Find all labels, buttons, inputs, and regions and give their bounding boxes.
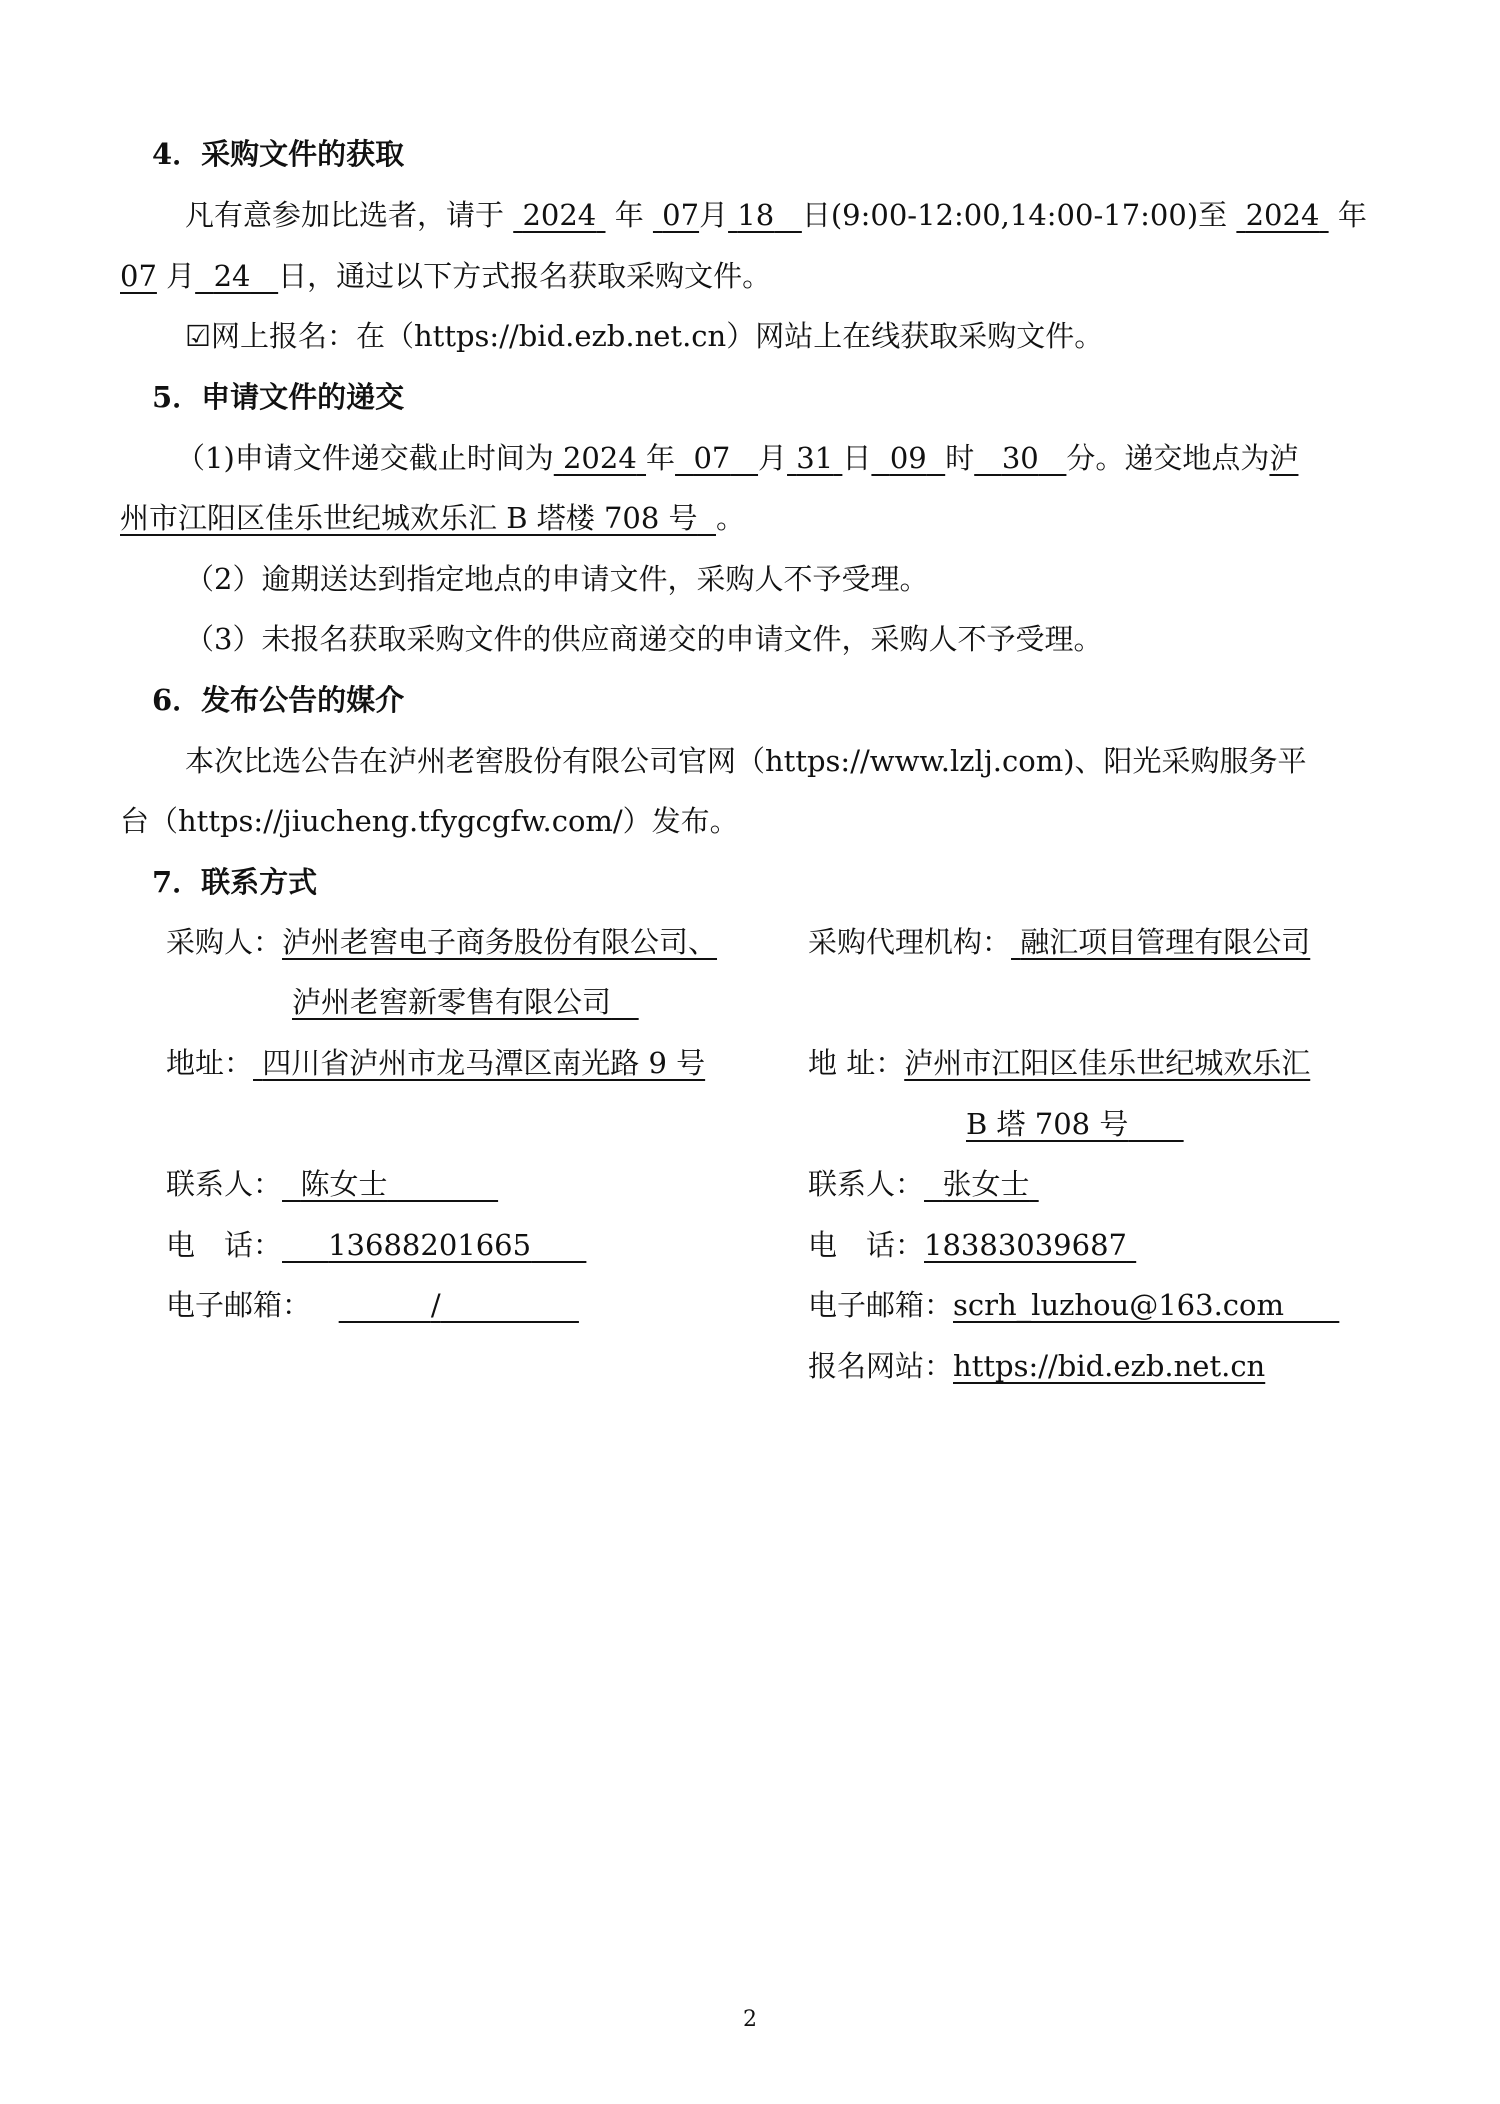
agent-contact [808, 1164, 1039, 1204]
section-4-paragraph-cont [120, 256, 1392, 296]
checkbox-checked-icon: ☑ [185, 319, 211, 353]
unregistered-note: （3）未报名获取采购文件的供应商递交的申请文件，采购人不予受理。 [185, 622, 1103, 656]
label: 地 址： [808, 1046, 905, 1080]
start-month: 07 [662, 198, 700, 232]
end-month: 07 [120, 259, 157, 293]
registration-link[interactable]: https://bid.ezb.net.cn [953, 1349, 1266, 1383]
agent-registration-site [808, 1346, 1265, 1386]
label: 电子邮箱： [166, 1288, 312, 1322]
place-start: 泸 [1269, 441, 1299, 475]
value: 陈女士 [300, 1167, 388, 1201]
value: 泸州老窖新零售有限公司 [292, 985, 612, 1019]
end-year: 2024 [1245, 198, 1320, 232]
start-day: 18 [737, 198, 775, 232]
buyer-address [166, 1043, 705, 1083]
section-4-paragraph [185, 195, 1457, 235]
section-6-title: 6．发布公告的媒介 [152, 683, 405, 717]
online-registration [185, 316, 1457, 356]
value: 张女士 [942, 1167, 1030, 1201]
deadline-paragraph [176, 438, 1448, 478]
deadline-month: 07 [693, 441, 731, 475]
section-7-title: 7．联系方式 [152, 865, 318, 899]
buyer-email [166, 1285, 579, 1325]
page-number: 2 [743, 2007, 757, 2032]
value: 泸州老窖电子商务股份有限公司、 [282, 925, 718, 959]
text: 时 [945, 441, 975, 475]
text: 月 [166, 259, 196, 293]
section-4-title: 4．采购文件的获取 [152, 137, 405, 171]
agent-phone [808, 1225, 1136, 1265]
label: 联系人： [808, 1167, 925, 1201]
text: 月 [758, 441, 788, 475]
text: 分。递交地点为 [1066, 441, 1270, 475]
buyer-phone [166, 1225, 586, 1265]
text: 年 [1337, 198, 1367, 232]
value: 13688201665 [328, 1228, 532, 1262]
label: 电子邮箱： [808, 1288, 954, 1322]
agent-address-2 [966, 1104, 1184, 1144]
buyer-name-2 [292, 982, 639, 1022]
deadline-hour: 09 [889, 441, 927, 475]
deadline-paragraph-cont [120, 498, 1392, 538]
text: 年 [646, 441, 676, 475]
text: 凡有意参加比选者，请于 [185, 198, 505, 232]
agent-name [808, 922, 1310, 962]
text: 。 [715, 501, 745, 535]
value: 18383039687 [924, 1228, 1127, 1262]
text: 日(9:00-12:00,14:00-17:00)至 [801, 198, 1228, 232]
label: 电 话： [808, 1228, 925, 1262]
label: 电 话： [166, 1228, 283, 1262]
media-paragraph-cont: 台（https://jiucheng.tfygcgfw.com/）发布。 [120, 804, 739, 838]
label: 报名网站： [808, 1349, 954, 1383]
deadline-day: 31 [796, 441, 834, 475]
agent-address [808, 1043, 1310, 1083]
value: / [430, 1288, 441, 1322]
deadline-minute: 30 [1001, 441, 1039, 475]
label: 采购人： [166, 925, 283, 959]
buyer-contact [166, 1164, 498, 1204]
text: 网上报名：在（https://bid.ezb.net.cn）网站上在线获取采购文件。 [211, 319, 1104, 353]
section-5-title: 5．申请文件的递交 [152, 380, 405, 414]
agent-email [808, 1285, 1339, 1325]
value[interactable]: scrh_luzhou@163.com [953, 1288, 1284, 1322]
label: 地址： [166, 1046, 254, 1080]
text: 年 [614, 198, 644, 232]
deadline-year: 2024 [562, 441, 637, 475]
text: 月 [699, 198, 729, 232]
start-year: 2024 [522, 198, 597, 232]
text: 日，通过以下方式报名获取采购文件。 [278, 259, 772, 293]
label: 采购代理机构： [808, 925, 1012, 959]
value: B 塔 708 号 [966, 1107, 1129, 1141]
media-paragraph: 本次比选公告在泸州老窖股份有限公司官网（https://www.lzlj.com)、阳光采购服务平 [185, 744, 1307, 778]
text: 日 [842, 441, 872, 475]
value: 四川省泸州市龙马潭区南光路 9 号 [262, 1046, 706, 1080]
value: 融汇项目管理有限公司 [1020, 925, 1311, 959]
label: 联系人： [166, 1167, 283, 1201]
submission-place: 州市江阳区佳乐世纪城欢乐汇 B 塔楼 708 号 [120, 501, 698, 535]
value: 泸州市江阳区佳乐世纪城欢乐汇 [904, 1046, 1311, 1080]
end-day: 24 [213, 259, 251, 293]
text: （1)申请文件递交截止时间为 [176, 441, 554, 475]
buyer-name [166, 922, 717, 962]
late-submission-note: （2）逾期送达到指定地点的申请文件，采购人不予受理。 [185, 562, 929, 596]
